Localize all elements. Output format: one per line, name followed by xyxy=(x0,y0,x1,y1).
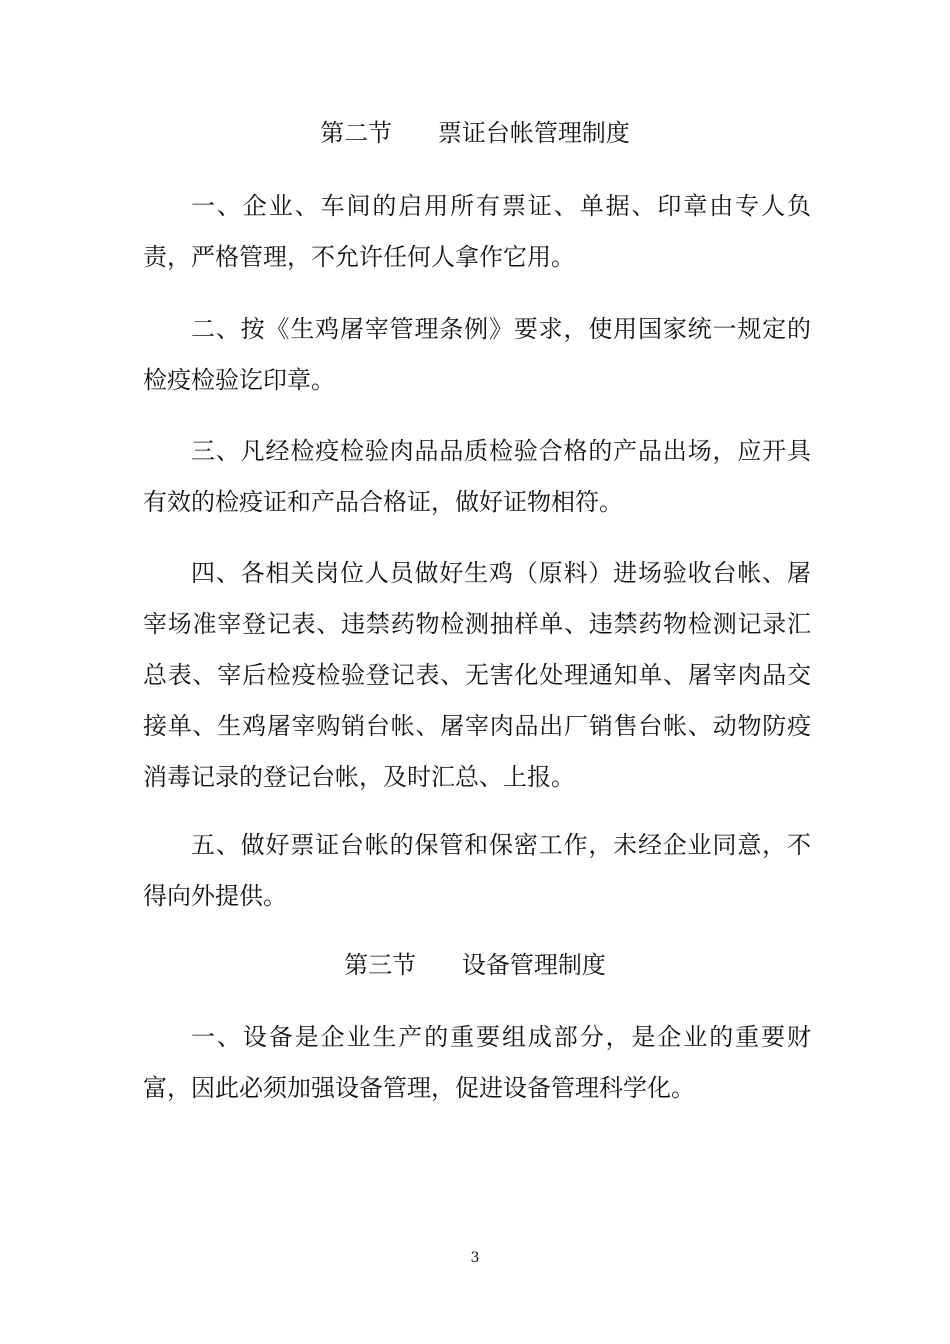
paragraph-1: 一、企业、车间的启用所有票证、单据、印章由专人负责，严格管理，不允许任何人拿作它用。 xyxy=(143,192,811,271)
paragraph-5: 五、做好票证台帐的保管和保密工作，未经企业同意，不得向外提供。 xyxy=(143,831,811,910)
page-number: 3 xyxy=(470,1250,480,1266)
paragraph-2: 二、按《生鸡屠宰管理条例》要求，使用国家统一规定的检疫检验讫印章。 xyxy=(143,315,811,394)
section-title-tickets: 第二节 票证台帐管理制度 xyxy=(320,119,630,147)
section-title-equipment: 第三节 设备管理制度 xyxy=(344,951,606,979)
paragraph-3: 三、凡经检疫检验肉品品质检验合格的产品出场，应开具有效的检疫证和产品合格证，做好证物相符。 xyxy=(143,437,811,516)
paragraph-6: 一、设备是企业生产的重要组成部分，是企业的重要财富，因此必须加强设备管理，促进设备管理科学化。 xyxy=(143,1023,811,1102)
paragraph-4: 四、各相关岗位人员做好生鸡（原料）进场验收台帐、屠宰场准宰登记表、违禁药物检测抽样单、违禁药物检测记录汇总表、宰后检疫检验登记表、无害化处理通知单、屠宰肉品交接单、生鸡屠宰购销台帐、屠宰肉品出厂销售台帐、动物防疫消毒记录的登记台帐，及时汇总、上报。 xyxy=(143,559,811,791)
